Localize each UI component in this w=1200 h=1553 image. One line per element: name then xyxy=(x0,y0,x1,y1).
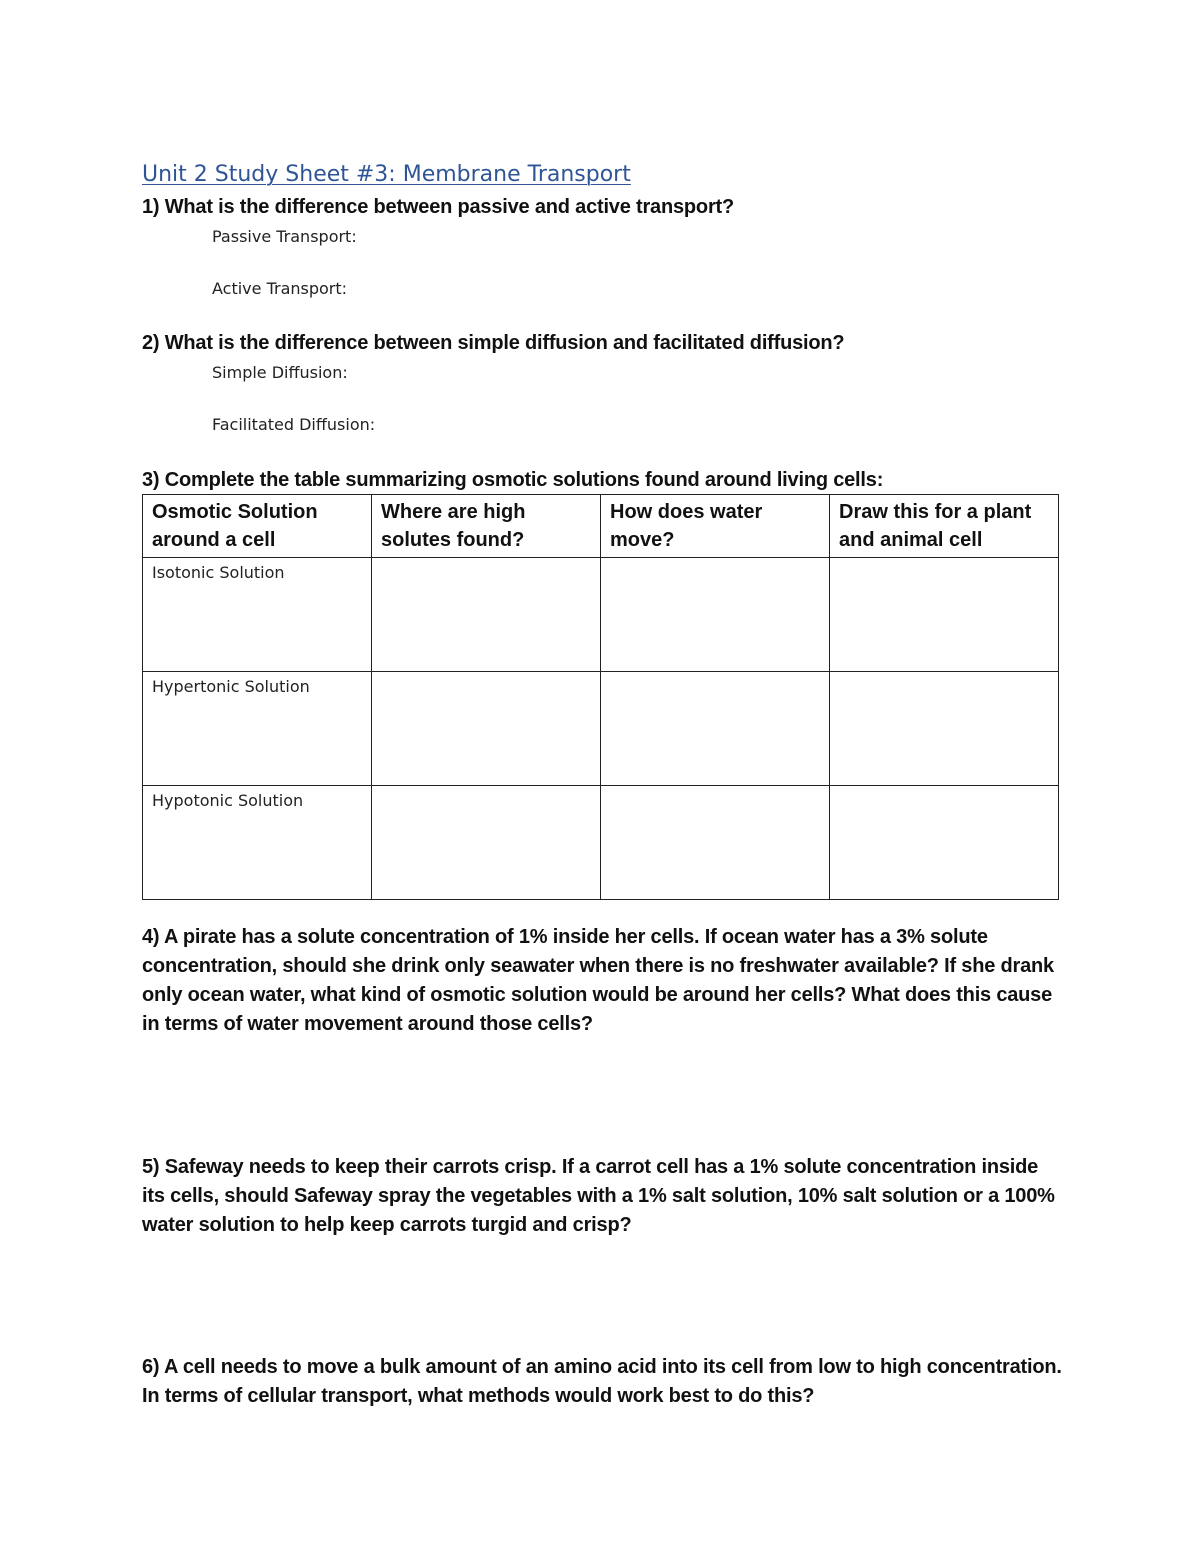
question-4: 4) A pirate has a solute concentration of 1% inside her cells. If ocean water has a 3% solute concentration, should she drink only seawater when there is no freshwater available? If she drank only ocean water, what kind of osmotic solution would be around her cells? What does this cause in terms of water movement around those cells? xyxy=(142,926,1054,1035)
question-5: 5) Safeway needs to keep their carrots crisp. If a carrot cell has a 1% solute concentration inside its cells, should Safeway spray the vegetables with a 1% salt solution, 10% salt solution or a 100% water solution to help keep carrots turgid and crisp? xyxy=(142,1156,1055,1236)
osmotic-solutions-table xyxy=(142,494,1059,900)
passive-transport-label: Passive Transport: xyxy=(212,227,357,246)
row-label-hypotonic: Hypotonic Solution xyxy=(143,786,372,900)
answer-cell xyxy=(372,786,601,900)
answer-cell xyxy=(830,786,1059,900)
answer-cell xyxy=(601,786,830,900)
answer-cell xyxy=(830,558,1059,672)
question-1: 1) What is the difference between passive and active transport? xyxy=(142,196,735,218)
page-title: Unit 2 Study Sheet #3: Membrane Transport xyxy=(142,162,631,187)
answer-cell xyxy=(372,558,601,672)
table-row xyxy=(143,672,1059,786)
question-2: 2) What is the difference between simple diffusion and facilitated diffusion? xyxy=(142,332,845,354)
answer-cell xyxy=(372,672,601,786)
row-label-hypertonic: Hypertonic Solution xyxy=(143,672,372,786)
header-osmotic-solution: Osmotic Solution around a cell xyxy=(143,495,372,558)
header-high-solutes: Where are high solutes found? xyxy=(372,495,601,558)
active-transport-label: Active Transport: xyxy=(212,279,348,298)
simple-diffusion-label: Simple Diffusion: xyxy=(212,363,348,382)
header-water-movement: How does water move? xyxy=(601,495,830,558)
table-row xyxy=(143,786,1059,900)
answer-cell xyxy=(601,558,830,672)
table-row xyxy=(143,558,1059,672)
facilitated-diffusion-label: Facilitated Diffusion: xyxy=(212,415,376,434)
answer-cell xyxy=(601,672,830,786)
question-6: 6) A cell needs to move a bulk amount of an amino acid into its cell from low to high concentration. In terms of cellular transport, what methods would work best to do this? xyxy=(142,1356,1062,1407)
question-3: 3) Complete the table summarizing osmotic solutions found around living cells: xyxy=(142,469,884,491)
answer-cell xyxy=(830,672,1059,786)
header-draw-cell: Draw this for a plant and animal cell xyxy=(830,495,1059,558)
row-label-isotonic: Isotonic Solution xyxy=(143,558,372,672)
table-header-row xyxy=(143,495,1059,558)
